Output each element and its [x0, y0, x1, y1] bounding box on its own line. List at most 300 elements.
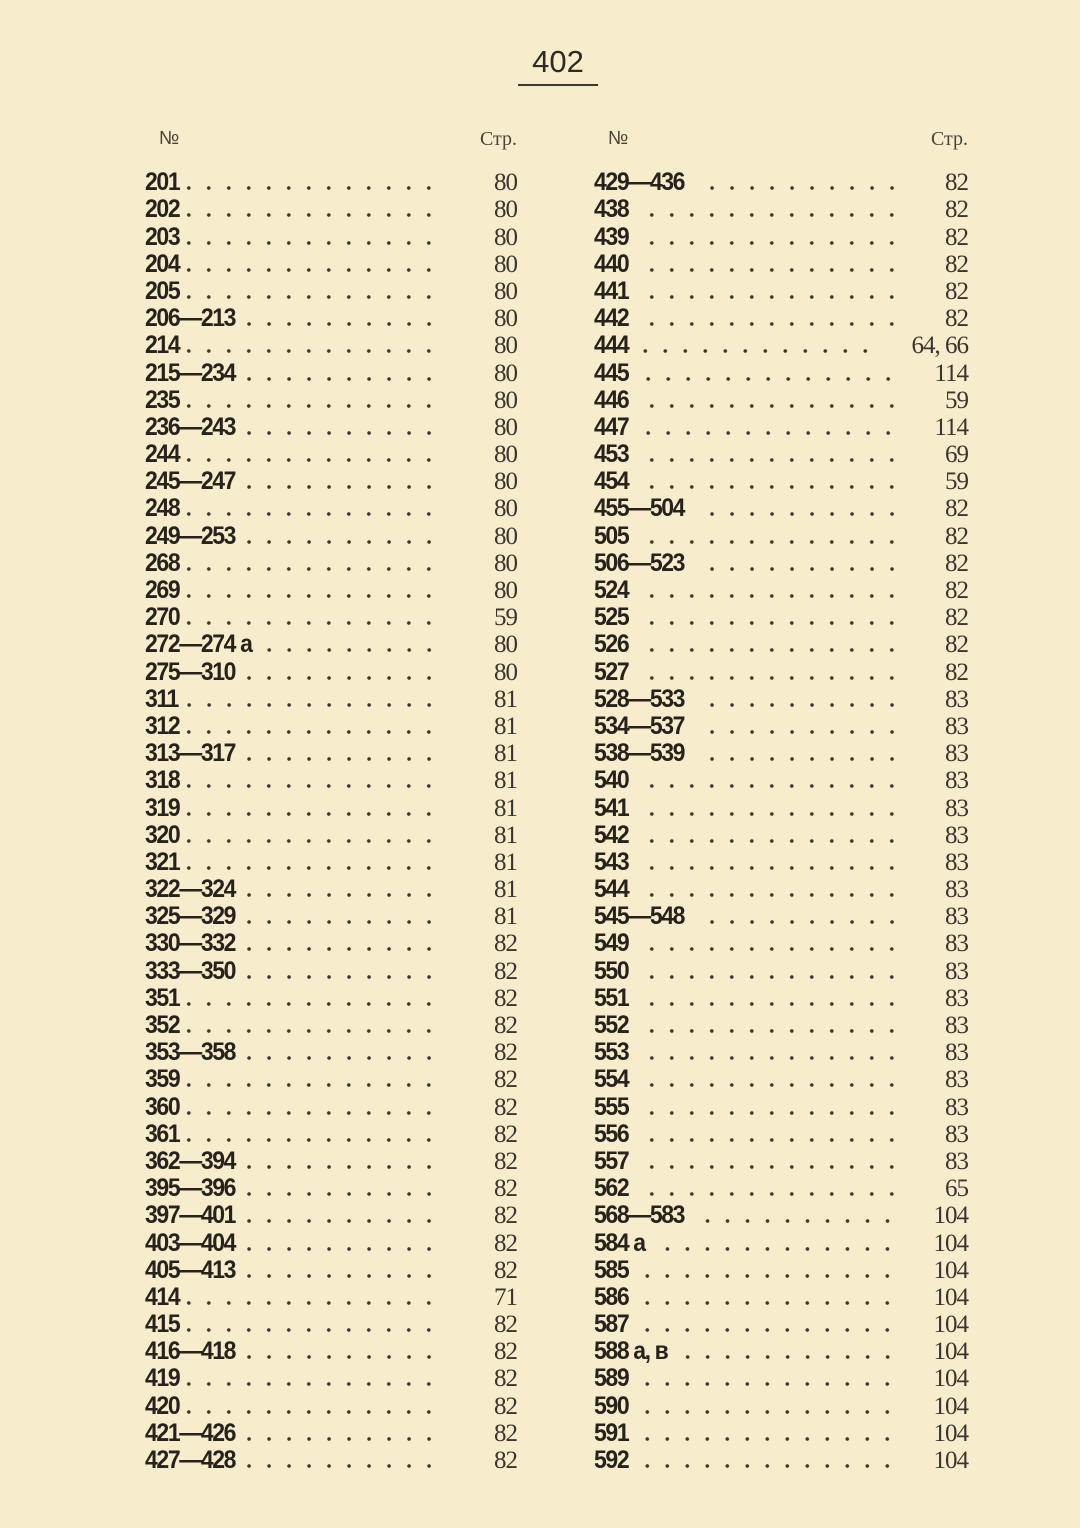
index-entry [145, 1448, 517, 1475]
index-entry [594, 1393, 968, 1420]
entry-page: 80 [494, 549, 517, 577]
entry-page: 81 [494, 712, 517, 740]
index-entry [594, 412, 968, 442]
entry-number: 586 [594, 1282, 629, 1311]
entry-number: 275—310 [145, 657, 236, 686]
entry-page: 80 [494, 413, 517, 441]
dot-leader [635, 321, 902, 327]
entry-number: 206—213 [145, 304, 236, 333]
dot-leader [186, 1001, 439, 1007]
index-entry [594, 983, 968, 1013]
dot-leader [635, 1381, 897, 1387]
entry-page: 59 [945, 386, 968, 414]
entry-number: 506—523 [594, 548, 685, 577]
entry-number: 270 [145, 603, 180, 632]
entry-number: 395—396 [145, 1174, 236, 1203]
dot-leader [186, 783, 439, 789]
entry-number: 245—247 [145, 467, 236, 496]
index-entry [145, 1418, 517, 1448]
entry-number: 438 [594, 195, 629, 224]
entry-page: 83 [945, 685, 968, 713]
entry-number: 545—548 [594, 902, 685, 931]
index-entry [594, 306, 968, 333]
entry-page: 69 [945, 441, 968, 469]
entry-page: 81 [494, 821, 517, 849]
entry-number: 544 [594, 875, 629, 904]
dot-leader [186, 185, 439, 191]
index-entry [145, 958, 517, 985]
dot-leader [247, 946, 439, 952]
entry-number: 440 [594, 249, 629, 278]
entry-number: 362—394 [145, 1146, 236, 1175]
entry-number: 543 [594, 847, 629, 876]
index-entry [145, 1339, 517, 1366]
dot-leader [186, 267, 439, 273]
entry-number: 589 [594, 1364, 629, 1393]
index-entry [594, 442, 968, 469]
entry-page: 83 [945, 821, 968, 849]
index-entry [145, 877, 517, 904]
entry-number: 420 [145, 1391, 180, 1420]
entry-page: 82 [945, 196, 968, 224]
index-entry [145, 768, 517, 795]
entry-page: 80 [494, 522, 517, 550]
entry-number: 320 [145, 820, 180, 849]
entry-number: 445 [594, 358, 629, 387]
entry-page: 80 [494, 359, 517, 387]
entry-number: 236—243 [145, 412, 236, 441]
entry-page: 82 [945, 305, 968, 333]
dot-leader [185, 702, 439, 708]
entry-number: 419 [145, 1364, 180, 1393]
index-entry [594, 1203, 968, 1230]
dot-leader [186, 511, 439, 517]
index-entry [594, 659, 968, 686]
dot-leader [247, 1164, 439, 1170]
dot-leader [186, 865, 439, 871]
entry-number: 587 [594, 1310, 629, 1339]
entry-page: 83 [945, 1039, 968, 1067]
dot-leader [635, 1110, 902, 1116]
page-header: Стр. [930, 128, 968, 150]
entry-page: 82 [494, 1093, 517, 1121]
entry-number: 359 [145, 1065, 180, 1094]
entry-page: 80 [494, 196, 517, 224]
index-entry [594, 249, 968, 279]
entry-page: 80 [494, 332, 517, 360]
entry-page: 82 [494, 1447, 517, 1474]
entry-page: 81 [494, 794, 517, 822]
index-entry [145, 1013, 517, 1040]
index-entry [145, 1146, 517, 1176]
dot-leader [635, 946, 902, 952]
index-entry [145, 306, 517, 333]
dot-leader [265, 647, 439, 653]
index-entry [594, 958, 968, 985]
index-entry [594, 170, 968, 197]
entry-number: 585 [594, 1255, 629, 1284]
dot-leader [635, 811, 902, 817]
index-entry [145, 1176, 517, 1203]
entry-page: 82 [945, 604, 968, 632]
dot-leader [247, 756, 439, 762]
index-entry [145, 442, 517, 469]
index-column-left [145, 128, 517, 1474]
index-rows [594, 170, 968, 1475]
dot-leader [635, 647, 902, 653]
dot-leader [186, 729, 439, 735]
entry-page: 83 [945, 1066, 968, 1094]
entry-page: 59 [494, 604, 517, 632]
dot-leader [635, 892, 902, 898]
index-entry [145, 1094, 517, 1121]
entry-number: 421—426 [145, 1418, 236, 1447]
dot-leader [186, 1300, 439, 1306]
entry-page: 82 [494, 1012, 517, 1039]
entry-number: 403—404 [145, 1228, 236, 1257]
entry-number: 542 [594, 820, 629, 849]
index-entry [594, 1312, 968, 1339]
index-entry [594, 469, 968, 496]
index-entry [594, 276, 968, 306]
entry-page: 80 [494, 468, 517, 496]
entry-number: 215—234 [145, 358, 236, 387]
entry-number: 552 [594, 1011, 629, 1039]
index-entry [594, 1176, 968, 1203]
entry-page: 81 [494, 740, 517, 768]
entry-page: 81 [494, 685, 517, 713]
index-entry [594, 1119, 968, 1149]
entry-page: 82 [945, 577, 968, 604]
entry-page: 114 [934, 413, 968, 441]
index-entry [145, 711, 517, 741]
index-entry [594, 1366, 968, 1393]
dot-leader [635, 348, 875, 354]
index-entry [594, 333, 968, 360]
dot-leader [635, 376, 898, 382]
entry-page: 81 [494, 876, 517, 904]
dot-leader [696, 1218, 898, 1224]
dot-leader [635, 838, 902, 844]
entry-number: 590 [594, 1391, 629, 1420]
index-entry [145, 820, 517, 850]
index-entry [145, 904, 517, 931]
entry-number: 361 [145, 1119, 180, 1148]
dot-leader [635, 1273, 897, 1279]
entry-page: 82 [494, 1365, 517, 1393]
index-entry [594, 1013, 968, 1040]
index-entry [145, 795, 517, 822]
entry-number: 415 [145, 1310, 180, 1339]
index-entry [145, 684, 517, 714]
entry-page: 82 [945, 495, 968, 523]
dot-leader [635, 484, 902, 490]
entry-number: 592 [594, 1446, 629, 1474]
entry-number: 203 [145, 222, 180, 251]
index-entry [145, 605, 517, 632]
index-entry [145, 170, 517, 197]
entry-number: 446 [594, 385, 629, 414]
dot-leader [635, 1191, 902, 1197]
entry-page: 83 [945, 1147, 968, 1175]
page-header: Стр. [479, 128, 517, 150]
dot-leader [635, 1082, 902, 1088]
dot-leader [247, 1436, 439, 1442]
dot-leader [696, 566, 902, 572]
entry-number: 416—418 [145, 1337, 236, 1366]
dot-leader [635, 675, 902, 681]
page-number: 402 [518, 44, 598, 86]
entry-number: 525 [594, 603, 629, 632]
entry-number: 333—350 [145, 956, 236, 985]
entry-page: 80 [494, 386, 517, 414]
entry-page: 80 [494, 577, 517, 604]
entry-number: 538—539 [594, 739, 685, 768]
entry-number: 555 [594, 1092, 629, 1121]
entry-number: 249—253 [145, 521, 236, 550]
entry-page: 80 [494, 441, 517, 469]
entry-number: 439 [594, 222, 629, 251]
index-entry [594, 1230, 968, 1257]
entry-number: 550 [594, 956, 629, 985]
entry-number: 397—401 [145, 1201, 236, 1230]
dot-leader [635, 1436, 897, 1442]
index-entry [594, 578, 968, 605]
dot-leader [635, 1137, 902, 1143]
index-entry [594, 1067, 968, 1094]
entry-page: 83 [945, 712, 968, 740]
entry-page: 81 [494, 903, 517, 931]
dot-leader [247, 892, 439, 898]
entry-number: 311 [145, 684, 178, 713]
entry-page: 83 [945, 1093, 968, 1121]
entry-number: 441 [594, 276, 629, 305]
index-entry [145, 1230, 517, 1257]
dot-leader [635, 620, 902, 626]
entry-number: 505 [594, 521, 629, 550]
dot-leader [186, 1381, 439, 1387]
entry-page: 82 [494, 1392, 517, 1420]
index-entry [145, 385, 517, 415]
index-entry [145, 847, 517, 877]
entry-number: 534—537 [594, 711, 685, 740]
entry-page: 80 [494, 631, 517, 659]
index-entry [145, 1067, 517, 1094]
dot-leader [186, 403, 439, 409]
entry-number: 204 [145, 249, 180, 278]
dot-leader [186, 240, 439, 246]
dot-leader [247, 1191, 439, 1197]
index-entry [594, 820, 968, 850]
entry-page: 82 [494, 1147, 517, 1175]
dot-leader [635, 430, 898, 436]
dot-leader [186, 457, 439, 463]
dot-leader [635, 212, 902, 218]
dot-leader [247, 919, 439, 925]
index-entry [594, 931, 968, 958]
entry-page: 104 [933, 1311, 968, 1339]
index-entry [145, 578, 517, 605]
dot-leader [186, 566, 439, 572]
dot-leader [247, 1246, 439, 1252]
entry-number: 330—332 [145, 929, 236, 958]
dot-leader [186, 811, 439, 817]
index-entry [145, 412, 517, 442]
entry-page: 104 [933, 1229, 968, 1257]
dot-leader [247, 675, 439, 681]
entry-number: 235 [145, 385, 180, 414]
index-entry [145, 1393, 517, 1420]
entry-number: 269 [145, 576, 180, 604]
entry-page: 104 [933, 1283, 968, 1311]
entry-page: 82 [945, 549, 968, 577]
dot-leader [186, 593, 439, 599]
dot-leader [635, 1001, 902, 1007]
dot-leader [247, 321, 439, 327]
dot-leader [696, 756, 902, 762]
entry-page: 82 [494, 1419, 517, 1447]
dot-leader [247, 484, 439, 490]
entry-number: 588 а, в [594, 1337, 668, 1366]
entry-page: 83 [945, 984, 968, 1012]
entry-number: 454 [594, 467, 629, 496]
index-entry [145, 224, 517, 251]
dot-leader [635, 240, 902, 246]
entry-page: 83 [945, 1012, 968, 1039]
index-entry [594, 605, 968, 632]
index-entry [594, 1339, 968, 1366]
entry-number: 453 [594, 440, 629, 469]
entry-number: 556 [594, 1119, 629, 1148]
index-entry [594, 684, 968, 714]
entry-number: 201 [145, 168, 180, 197]
entry-page: 82 [945, 522, 968, 550]
entry-page: 82 [494, 1039, 517, 1067]
dot-leader [186, 1327, 439, 1333]
dot-leader [635, 974, 902, 980]
entry-page: 82 [945, 169, 968, 197]
dot-leader [186, 348, 439, 354]
index-entry [145, 523, 517, 550]
entry-number: 557 [594, 1146, 629, 1175]
dot-leader [696, 702, 902, 708]
index-entry [594, 795, 968, 822]
index-entry [145, 1366, 517, 1393]
entry-page: 82 [494, 1256, 517, 1284]
dot-leader [635, 1055, 902, 1061]
index-entry [145, 1119, 517, 1149]
entry-page: 83 [945, 1120, 968, 1148]
index-entry [145, 632, 517, 659]
entry-page: 82 [494, 1066, 517, 1094]
index-entry [594, 768, 968, 795]
dot-leader [186, 294, 439, 300]
index-entry [145, 469, 517, 496]
index-entry [594, 360, 968, 387]
number-header: № [608, 128, 629, 149]
entry-number: 360 [145, 1092, 180, 1121]
entry-page: 82 [945, 277, 968, 305]
number-header: № [159, 128, 180, 149]
dot-leader [635, 865, 902, 871]
index-entry [594, 1418, 968, 1448]
dot-leader [186, 1082, 439, 1088]
dot-leader [635, 539, 902, 545]
index-entry [145, 197, 517, 224]
dot-leader [186, 1028, 439, 1034]
entry-number: 553 [594, 1038, 629, 1067]
dot-leader [635, 294, 902, 300]
entry-page: 81 [494, 848, 517, 876]
entry-number: 528—533 [594, 684, 685, 713]
index-rows [145, 170, 517, 1475]
entry-number: 540 [594, 766, 629, 795]
entry-page: 82 [494, 1311, 517, 1339]
entry-number: 541 [594, 793, 629, 822]
entry-page: 82 [494, 957, 517, 985]
index-entry [594, 197, 968, 224]
entry-page: 82 [494, 1202, 517, 1230]
entry-number: 405—413 [145, 1255, 236, 1284]
index-entry [594, 1094, 968, 1121]
entry-number: 549 [594, 929, 629, 958]
index-column-right [594, 128, 968, 1474]
entry-number: 427—428 [145, 1446, 236, 1474]
entry-number: 527 [594, 657, 629, 686]
entry-page: 80 [494, 658, 517, 686]
index-entry [145, 548, 517, 578]
entry-page: 104 [933, 1419, 968, 1447]
index-entry [594, 632, 968, 659]
index-entry [145, 1203, 517, 1230]
entry-number: 455—504 [594, 494, 685, 523]
entry-page: 82 [945, 631, 968, 659]
index-entry [145, 1040, 517, 1067]
entry-page: 83 [945, 740, 968, 768]
dot-leader [247, 974, 439, 980]
dot-leader [186, 620, 439, 626]
column-header [145, 128, 517, 156]
entry-number: 568—583 [594, 1201, 685, 1230]
entry-page: 82 [494, 984, 517, 1012]
dot-leader [635, 1327, 897, 1333]
entry-page: 81 [494, 767, 517, 795]
entry-page: 80 [494, 277, 517, 305]
entry-page: 80 [494, 495, 517, 523]
index-entry [594, 711, 968, 741]
dot-leader [635, 267, 902, 273]
entry-number: 214 [145, 331, 180, 360]
entry-page: 59 [945, 468, 968, 496]
index-entry [594, 847, 968, 877]
entry-page: 104 [933, 1392, 968, 1420]
entry-number: 312 [145, 711, 180, 740]
entry-number: 524 [594, 576, 629, 604]
dot-leader [635, 457, 902, 463]
entry-page: 82 [494, 1229, 517, 1257]
entry-page: 83 [945, 876, 968, 904]
index-entry [145, 276, 517, 306]
entry-number: 202 [145, 195, 180, 224]
index-entry [594, 1255, 968, 1285]
dot-leader [247, 1218, 439, 1224]
dot-leader [247, 1463, 439, 1469]
entry-page: 80 [494, 169, 517, 197]
index-entry [145, 333, 517, 360]
entry-number: 325—329 [145, 902, 236, 931]
entry-page: 104 [933, 1338, 968, 1366]
dot-leader [696, 185, 902, 191]
